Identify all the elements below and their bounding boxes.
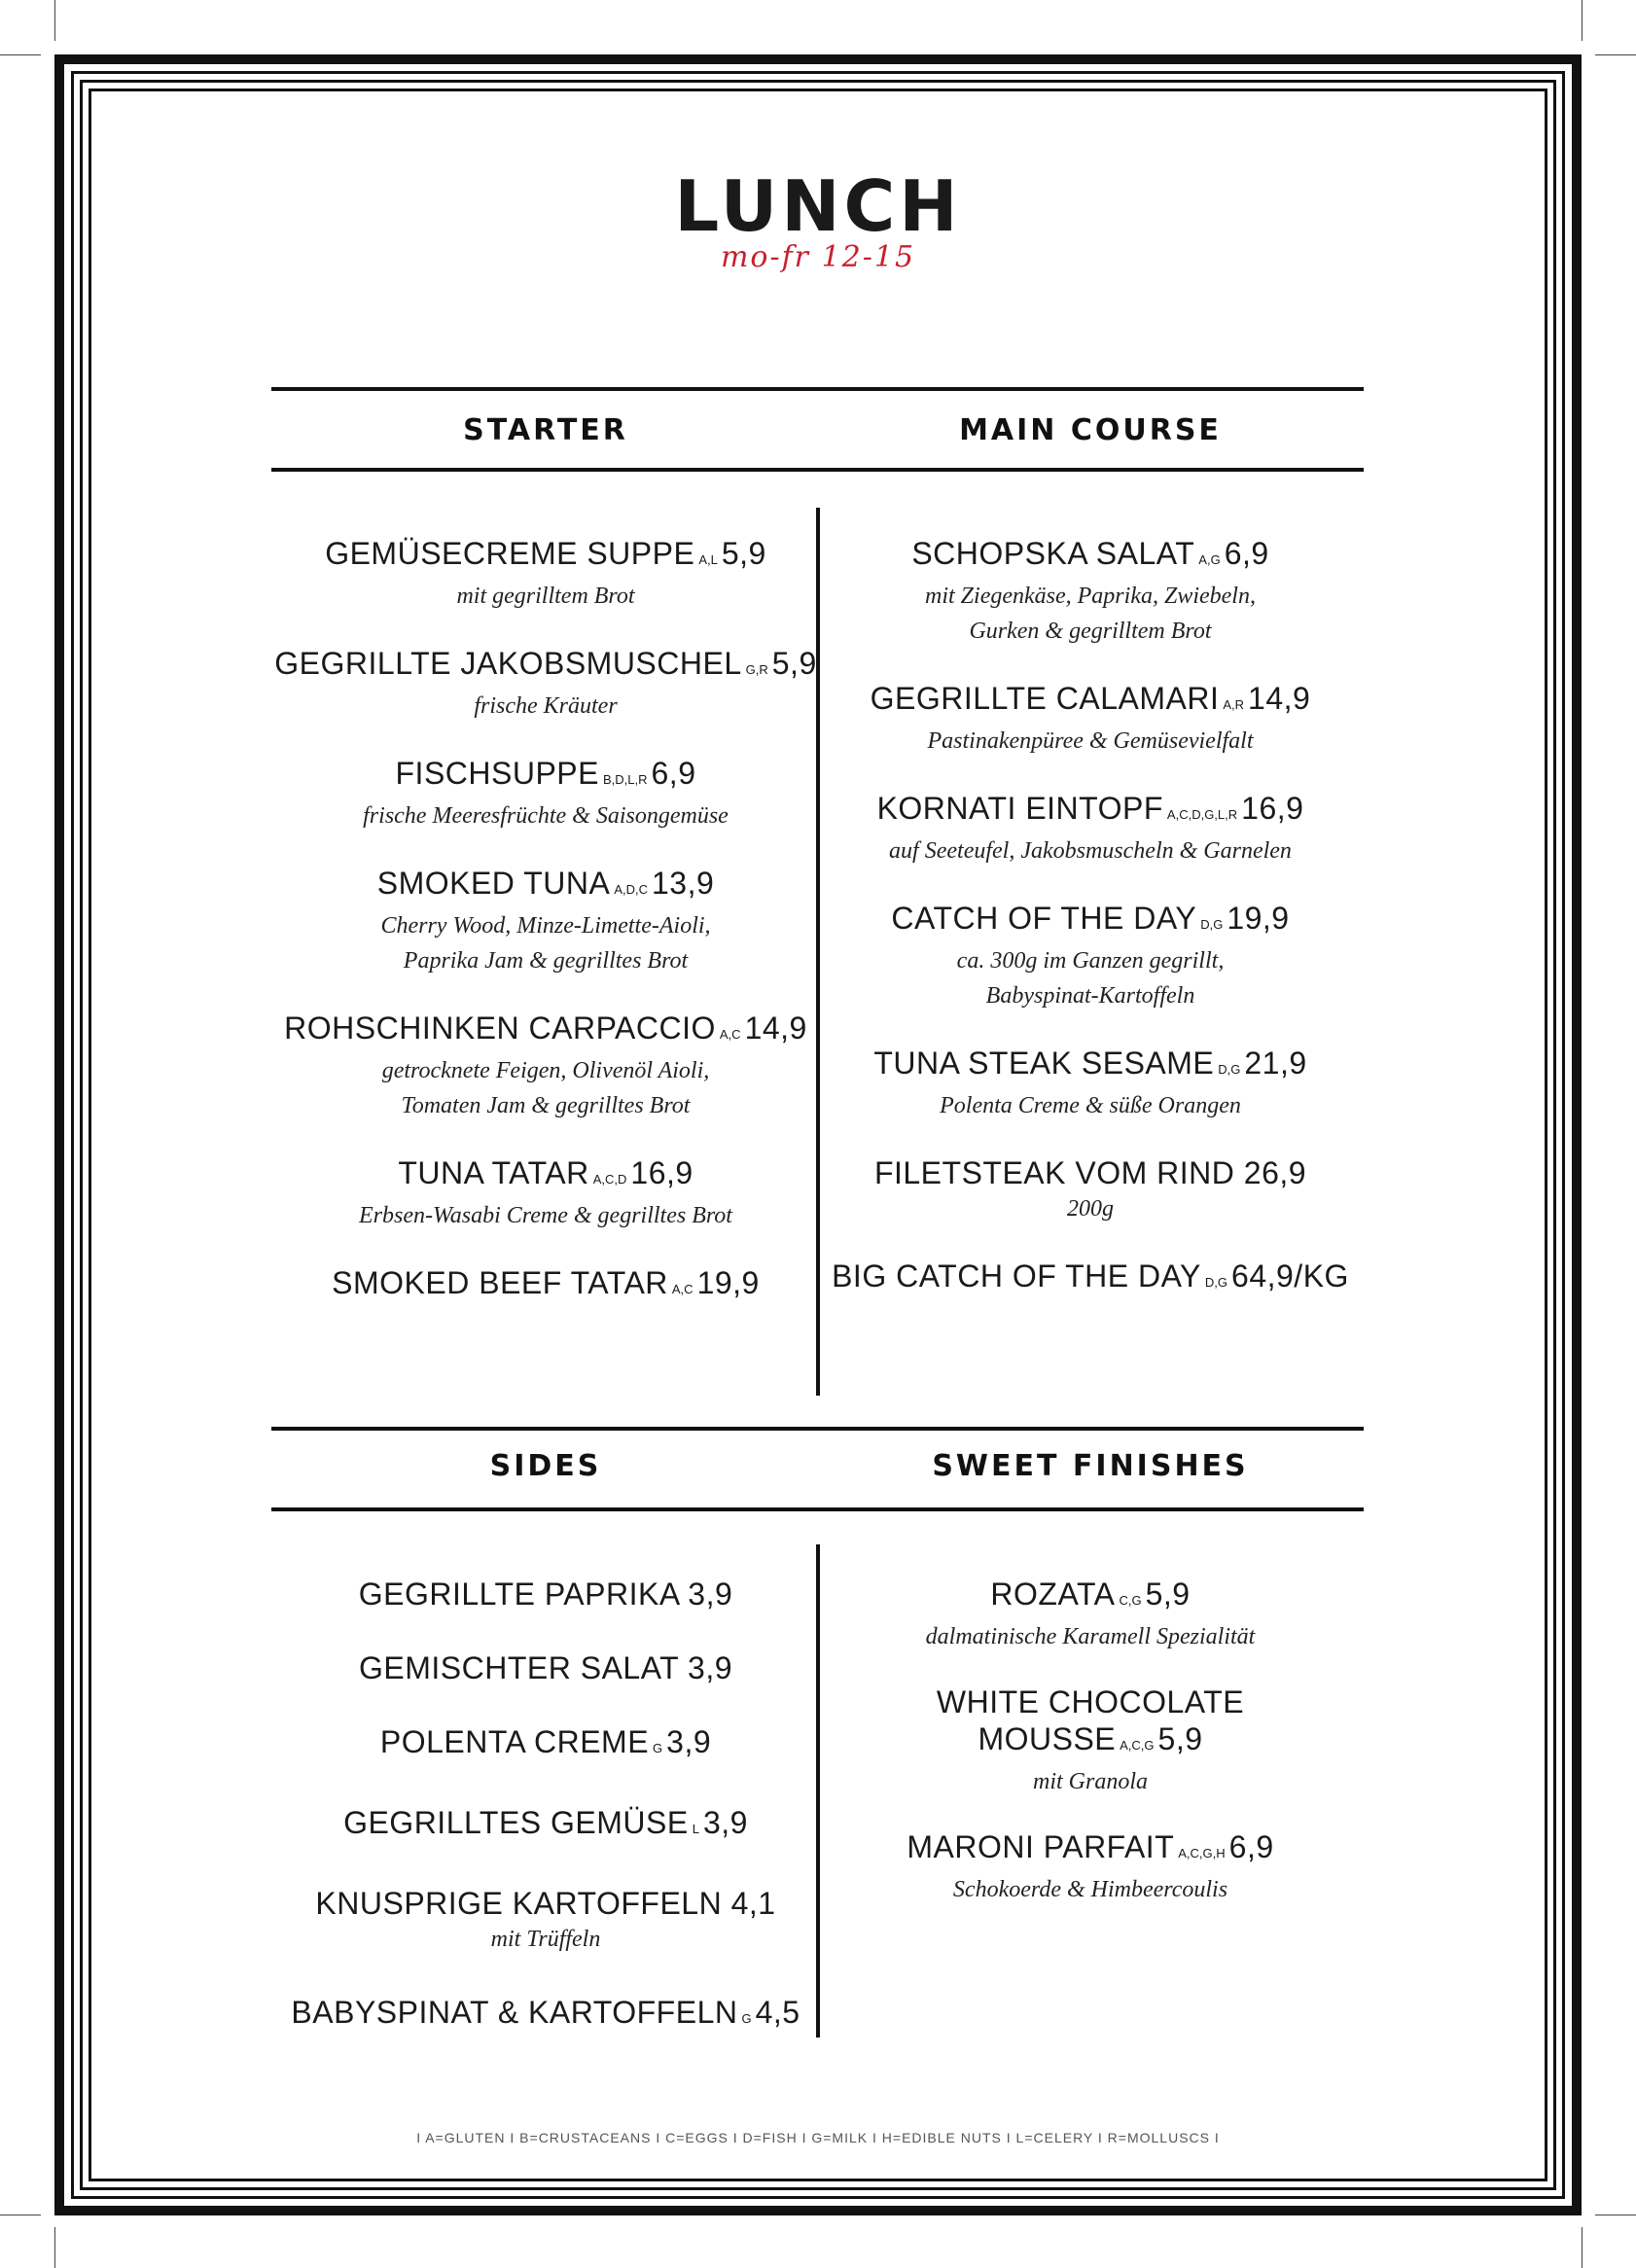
item-name: SMOKED TUNA — [376, 866, 611, 901]
item-description: Schokoerde & Himbeercoulis — [952, 1877, 1228, 1902]
item-allergens: A,C,D,G,L,R — [1166, 807, 1238, 822]
item-description: mit Granola — [1032, 1769, 1148, 1794]
item-price: 5,9 — [771, 646, 817, 681]
item-name: GEMÜSECREME SUPPE — [325, 536, 695, 571]
crop-mark — [0, 54, 41, 55]
menu-item — [818, 900, 1363, 1013]
item-description: Cherry Wood, Minze-Limette-Aioli, — [380, 913, 711, 939]
item-price: 19,9 — [696, 1265, 760, 1300]
item-name: FILETSTEAK VOM RIND — [873, 1155, 1235, 1190]
menu-item — [273, 1010, 818, 1123]
section-rule-top — [271, 1427, 1364, 1431]
heading-main-course: MAIN COURSE — [959, 413, 1222, 447]
item-name: GEMISCHTER SALAT — [358, 1650, 679, 1685]
item-allergens: A,C — [719, 1027, 741, 1042]
section-rule-bottom — [271, 1507, 1364, 1511]
item-allergens: G — [741, 2011, 752, 2026]
menu-item — [273, 1576, 818, 1612]
menu-item — [818, 1576, 1363, 1654]
item-name: GEGRILLTES GEMÜSE — [343, 1805, 689, 1840]
menu-item — [273, 1723, 818, 1767]
item-name: SMOKED BEEF TATAR — [332, 1265, 668, 1300]
item-description: auf Seeteufel, Jakobsmuscheln & Garnelen — [889, 838, 1292, 864]
item-name: GEGRILLTE PAPRIKA — [358, 1577, 679, 1612]
item-name: ROHSCHINKEN CARPACCIO — [284, 1010, 716, 1045]
heading-starter: STARTER — [463, 413, 628, 447]
section-rule-top — [271, 387, 1364, 391]
item-allergens: G — [653, 1741, 663, 1755]
menu-item — [273, 645, 818, 724]
item-price: 6,9 — [651, 756, 696, 791]
menu-item — [273, 535, 818, 614]
starter-list — [273, 535, 818, 1339]
item-description: mit gegrilltem Brot — [456, 584, 635, 609]
item-allergens: A,C,G,H — [1178, 1846, 1226, 1860]
item-description: frische Meeresfrüchte & Saisongemüse — [363, 803, 729, 829]
item-price: 3,9 — [702, 1805, 748, 1840]
sides-list — [273, 1576, 818, 2074]
item-name: ROZATA — [990, 1577, 1116, 1612]
item-allergens: C,G — [1119, 1593, 1142, 1608]
item-price: 64,9/KG — [1231, 1258, 1349, 1293]
item-name: FISCHSUPPE — [395, 756, 599, 791]
item-price: 5,9 — [1145, 1577, 1191, 1612]
item-description: Pastinakenpüree & Gemüsevielfalt — [927, 728, 1254, 754]
item-name: SCHOPSKA SALAT — [911, 536, 1195, 571]
menu-item — [273, 1804, 818, 1848]
menu-item — [273, 1154, 818, 1233]
item-description: getrocknete Feigen, Olivenöl Aioli, — [381, 1058, 710, 1083]
item-name: GEGRILLTE JAKOBSMUSCHEL — [274, 646, 742, 681]
menu-item — [273, 1649, 818, 1686]
item-price: 6,9 — [1224, 536, 1269, 571]
menu-item — [273, 1264, 818, 1308]
item-description: dalmatinische Karamell Spezialität — [925, 1624, 1256, 1649]
item-allergens: A,C,D — [592, 1172, 627, 1187]
item-allergens: A,L — [698, 552, 718, 567]
item-description: Babyspinat-Kartoffeln — [985, 983, 1195, 1009]
menu-item — [273, 865, 818, 978]
item-allergens: B,D,L,R — [602, 772, 648, 787]
item-description: Erbsen-Wasabi Creme & gegrilltes Brot — [359, 1203, 732, 1228]
heading-sides: SIDES — [489, 1449, 602, 1483]
item-allergens: D,G — [1218, 1062, 1241, 1077]
item-name: KORNATI EINTOPF — [876, 791, 1163, 826]
item-description: frische Kräuter — [474, 693, 618, 719]
item-name: POLENTA CREME — [379, 1724, 650, 1759]
item-description: Tomaten Jam & gegrilltes Brot — [401, 1093, 691, 1118]
item-price: 4,1 — [730, 1886, 776, 1921]
item-description: mit Trüffeln — [490, 1927, 601, 1952]
item-price: 26,9 — [1243, 1155, 1307, 1190]
item-name: MOUSSE — [978, 1721, 1117, 1756]
item-name: MARONI PARFAIT — [907, 1829, 1175, 1864]
item-price: 3,9 — [688, 1650, 733, 1685]
menu-item — [273, 1885, 818, 1957]
item-name: BABYSPINAT & KARTOFFELN — [291, 1995, 738, 2030]
heading-sweet-finishes: SWEET FINISHES — [932, 1449, 1249, 1483]
crop-mark — [1595, 54, 1636, 55]
item-description: Gurken & gegrilltem Brot — [969, 619, 1212, 644]
menu-item — [818, 680, 1363, 759]
item-description: mit Ziegenkäse, Paprika, Zwiebeln, — [925, 584, 1256, 609]
crop-mark — [1582, 0, 1583, 41]
item-allergens: A,G — [1198, 552, 1221, 567]
item-description: Paprika Jam & gegrilltes Brot — [403, 948, 689, 974]
allergen-legend: I A=GLUTEN I B=CRUSTACEANS I C=EGGS I D=FISH I G=MILK I H=EDIBLE NUTS I L=CELERY I R=MOLLUSCS I — [416, 2130, 1220, 2145]
item-price: 5,9 — [721, 536, 766, 571]
menu-item — [818, 1828, 1363, 1907]
item-name: KNUSPRIGE KARTOFFELN — [315, 1886, 723, 1921]
section-rule-bottom — [271, 468, 1364, 472]
item-price: 21,9 — [1244, 1045, 1307, 1081]
item-price: 14,9 — [1248, 681, 1311, 716]
item-allergens: A,D,C — [614, 882, 648, 897]
item-price: 16,9 — [630, 1155, 694, 1190]
menu-item — [818, 1683, 1363, 1799]
item-name: BIG CATCH OF THE DAY — [832, 1258, 1201, 1293]
item-allergens: D,G — [1204, 1275, 1228, 1290]
item-name: WHITE CHOCOLATE — [936, 1684, 1245, 1719]
item-name: GEGRILLTE CALAMARI — [870, 681, 1220, 716]
crop-mark — [1582, 2227, 1583, 2268]
menu-title: LUNCH — [674, 165, 962, 247]
menu-item — [273, 1994, 818, 2038]
item-allergens: A,C — [671, 1282, 694, 1296]
menu-item — [818, 535, 1363, 649]
crop-mark — [54, 0, 55, 41]
menu-item — [818, 1045, 1363, 1123]
item-name: TUNA STEAK SESAME — [873, 1045, 1215, 1081]
item-allergens: L — [692, 1822, 699, 1836]
item-name: TUNA TATAR — [398, 1155, 589, 1190]
item-description: 200g — [1067, 1196, 1114, 1222]
menu-item — [818, 1258, 1363, 1301]
sweet-finishes-list — [818, 1576, 1363, 1936]
item-description: ca. 300g im Ganzen gegrillt, — [956, 948, 1225, 974]
item-price: 16,9 — [1241, 791, 1304, 826]
menu-item — [273, 755, 818, 833]
item-allergens: G,R — [745, 662, 768, 677]
menu-item — [818, 1154, 1363, 1226]
item-price: 3,9 — [688, 1577, 733, 1612]
menu-hours: mo-fr 12-15 — [720, 240, 916, 274]
menu-item — [818, 790, 1363, 868]
item-price: 13,9 — [652, 866, 715, 901]
item-description: Polenta Creme & süße Orangen — [940, 1093, 1241, 1118]
item-allergens: A,R — [1223, 697, 1245, 712]
main-course-list — [818, 535, 1363, 1332]
item-price: 6,9 — [1228, 1829, 1274, 1864]
item-allergens: A,C,G — [1120, 1738, 1155, 1753]
item-price: 19,9 — [1227, 901, 1290, 936]
item-price: 5,9 — [1157, 1721, 1203, 1756]
item-price: 3,9 — [666, 1724, 712, 1759]
crop-mark — [54, 2227, 55, 2268]
item-price: 4,5 — [755, 1995, 800, 2030]
item-name: CATCH OF THE DAY — [891, 901, 1197, 936]
item-price: 14,9 — [744, 1010, 807, 1045]
item-allergens: D,G — [1200, 917, 1224, 932]
